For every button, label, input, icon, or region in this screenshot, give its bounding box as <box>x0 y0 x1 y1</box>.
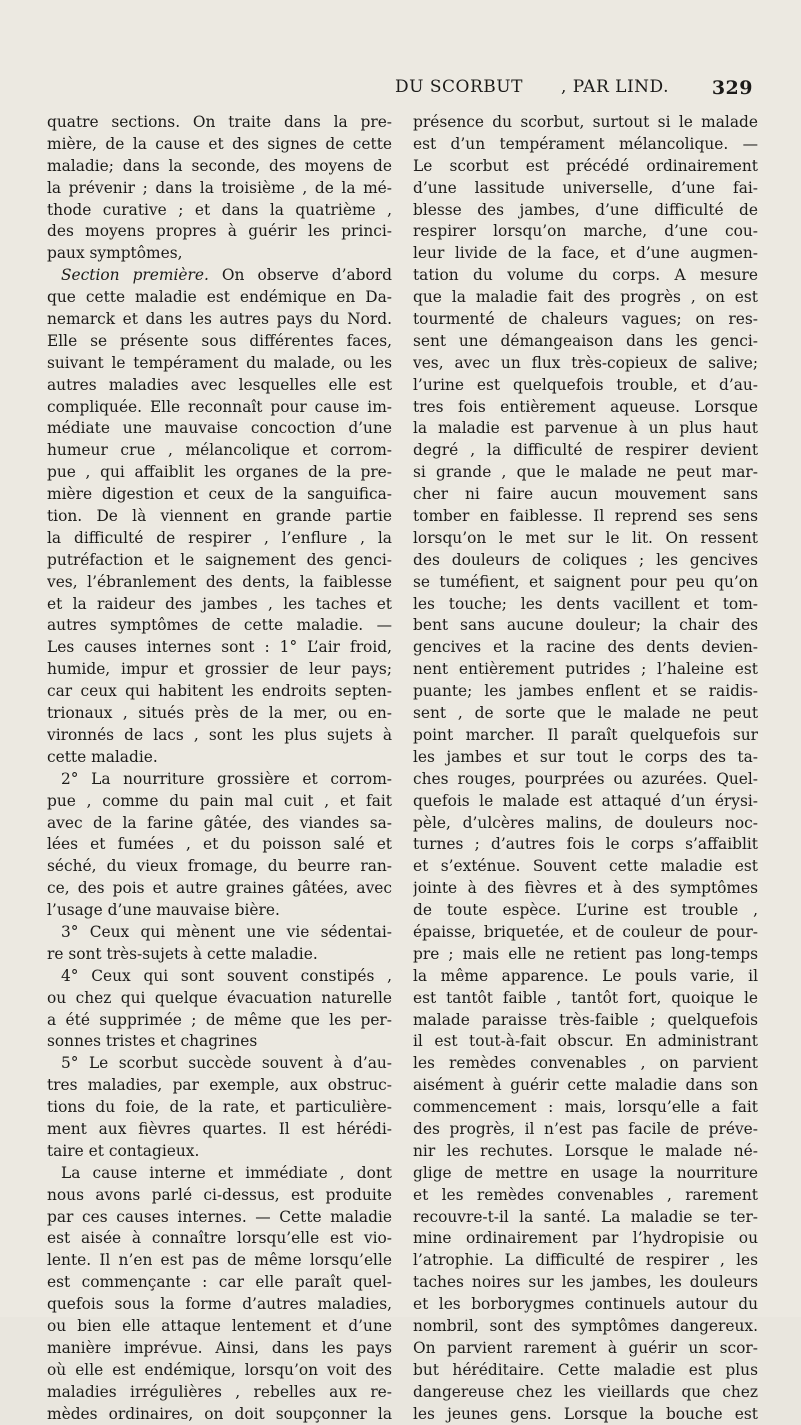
text-line: ves, l’ébranlement des dents, la faiblesse <box>47 572 392 591</box>
text-line: paux symptômes, <box>47 244 183 263</box>
text-line: malade paraisse très-faible ; quelquefois <box>413 1010 758 1029</box>
text-line: tions du foie, de la rate, et particulière- <box>47 1098 392 1117</box>
text-line: cher ni faire aucun mouvement sans <box>413 485 758 504</box>
text-line: tion. De là viennent en grande partie <box>47 507 392 526</box>
text-line: lente. Il n’en est pas de même lorsqu’elle <box>47 1251 392 1270</box>
text-line: tation du volume du corps. A mesure <box>413 266 758 285</box>
text-line: pue , comme du pain mal cuit , et fait <box>47 791 392 810</box>
text-line: l’usage d’une mauvaise bière. <box>47 901 280 920</box>
text-line: La cause interne et immédiate , dont <box>61 1163 392 1182</box>
text-line: nombril, sont des symptômes dangereux. <box>413 1316 758 1335</box>
text-line: jointe à des fièvres et à des symptômes <box>413 879 758 898</box>
text-line: nemarck et dans les autres pays du Nord. <box>47 310 392 329</box>
text-line: nous avons parlé ci-dessus, est produite <box>47 1185 392 1204</box>
text-line: maladie; dans la seconde, des moyens de <box>47 156 392 175</box>
text-line: ment aux fièvres quartes. Il est hérédi- <box>47 1119 392 1138</box>
running-head <box>395 77 755 107</box>
text-line: autres maladies avec lesquelles elle est <box>47 375 392 394</box>
text-line: 4° Ceux qui sont souvent constipés , <box>61 966 392 985</box>
text-line: la difficulté de respirer , l’enflure , la <box>47 528 392 547</box>
right-text-column <box>413 112 758 1425</box>
text-line: la prévenir ; dans la troisième , de la mé- <box>47 178 392 197</box>
text-line: point marcher. Il paraît quelquefois sur <box>413 725 758 744</box>
text-line: taire et contagieux. <box>47 1141 200 1160</box>
text-line: a été supprimée ; de même que les per- <box>47 1010 392 1029</box>
text-line: re sont très-sujets à cette maladie. <box>47 944 318 963</box>
text-line: turnes ; d’autres fois le corps s’affaiblit <box>413 835 758 854</box>
text-line: pre ; mais elle ne retient pas long-temps <box>413 944 758 963</box>
text-line: tomber en faiblesse. Il reprend ses sens <box>413 507 758 526</box>
text-line: mière, de la cause et des signes de cette <box>47 134 392 153</box>
text-line: puante; les jambes enflent et se raidis- <box>413 682 758 701</box>
text-line: ou bien elle attaque lentement et d’une <box>47 1316 392 1335</box>
text-line: pèle, d’ulcères malins, de douleurs noc- <box>413 813 758 832</box>
text-line: la maladie est parvenue à un plus haut <box>413 419 758 438</box>
text-line: présence du scorbut, surtout si le malade <box>413 113 758 131</box>
text-line: bent sans aucune douleur; la chair des <box>413 616 758 635</box>
text-line: et s’exténue. Souvent cette maladie est <box>413 857 758 876</box>
text-line: trionaux , situés près de la mer, ou en- <box>47 704 392 723</box>
text-line: quefois sous la forme d’autres maladies, <box>47 1295 392 1314</box>
text-line: sonnes tristes et chagrines <box>47 1032 258 1051</box>
text-line: et les remèdes convenables , rarement <box>413 1185 758 1204</box>
text-line: pue , qui affaiblit les organes de la pre- <box>47 463 392 482</box>
text-line: les touche; les dents vacillent et tom- <box>413 594 758 613</box>
text-line: est tantôt faible , tantôt fort, quoique le <box>413 988 758 1007</box>
text-line: nent entièrement putrides ; l’haleine est <box>413 660 758 679</box>
text-line: degré , la difficulté de respirer devient <box>413 441 758 460</box>
text-line: l’atrophie. La difficulté de respirer , les <box>413 1251 758 1270</box>
text-line: recouvre-t-il la santé. La maladie se ter- <box>413 1207 758 1226</box>
page-number: 329 <box>711 77 753 99</box>
text-line: des douleurs de coliques ; les gencives <box>413 550 758 569</box>
text-line: tres fois entièrement aqueuse. Lorsque <box>413 397 758 416</box>
text-line: que la maladie fait des progrès , on est <box>413 288 758 307</box>
text-line: On parvient rarement à guérir un scor- <box>413 1338 758 1357</box>
text-line: Les causes internes sont : 1° L’air froid, <box>47 638 392 657</box>
text-line: des progrès, il n’est pas facile de préve- <box>413 1119 758 1138</box>
text-line: respirer lorsqu’on marche, d’une cou- <box>413 222 758 241</box>
text-line: mèdes ordinaires, on doit soupçonner la <box>47 1404 392 1423</box>
text-line: est commençante : car elle paraît quel- <box>47 1273 392 1292</box>
text-line: épaisse, briquetée, et de couleur de pour- <box>413 922 758 941</box>
section-heading-label: Section première. <box>61 266 209 285</box>
left-text-column <box>47 112 392 1425</box>
text-line: maladies irrégulières , rebelles aux re- <box>47 1382 392 1401</box>
text-line: des moyens propres à guérir les princi- <box>47 222 392 241</box>
text-line: thode curative ; et dans la quatrième , <box>47 200 392 219</box>
text-line: 5° Le scorbut succède souvent à d’au- <box>61 1054 392 1073</box>
text-line: séché, du vieux fromage, du beurre ran- <box>47 857 392 876</box>
text-line: quefois le malade est attaqué d’un érysi- <box>413 791 758 810</box>
text-line: leur livide de la face, et d’une augmen- <box>413 244 758 263</box>
text-line: but héréditaire. Cette maladie est plus <box>413 1360 758 1379</box>
text-line: compliquée. Elle reconnaît pour cause im- <box>47 397 392 416</box>
text-line: ce, des pois et autre graines gâtées, avec <box>47 879 392 898</box>
text-line: d’une lassitude universelle, d’une fai- <box>413 178 758 197</box>
text-line: car ceux qui habitent les endroits septen- <box>47 682 392 701</box>
text-line: sent , de sorte que le malade ne peut <box>413 704 758 723</box>
text-line: autres symptômes de cette maladie. — <box>47 616 392 635</box>
text-line: sent une démangeaison dans les genci- <box>413 331 758 350</box>
text-line: mine ordinairement par l’hydropisie ou <box>413 1229 758 1248</box>
text-line: blesse des jambes, d’une difficulté de <box>413 200 758 219</box>
text-line: il est tout-à-fait obscur. En administrant <box>413 1032 758 1051</box>
text-line: ou chez qui quelque évacuation naturelle <box>47 988 392 1007</box>
text-line: dangereuse chez les vieillards que chez <box>413 1382 758 1401</box>
text-line: glige de mettre en usage la nourriture <box>413 1163 758 1182</box>
text-line: tres maladies, par exemple, aux obstruc- <box>47 1076 392 1095</box>
text-line: l’urine est quelquefois trouble, et d’au- <box>413 375 758 394</box>
text-line: et la raideur des jambes , les taches et <box>47 594 392 613</box>
text-line: se tuméfient, et saignent pour peu qu’on <box>413 572 758 591</box>
text-line: les jambes et sur tout le corps des ta- <box>413 747 758 766</box>
text-line: taches noires sur les jambes, les douleurs <box>413 1273 758 1292</box>
text-line: humeur crue , mélancolique et corrom- <box>47 441 392 460</box>
text-line: mière digestion et ceux de la sanguifica- <box>47 485 392 504</box>
text-line: manière imprévue. Ainsi, dans les pays <box>47 1338 392 1357</box>
running-head-title: DU SCORBUT <box>395 77 523 97</box>
text-line: la même apparence. Le pouls varie, il <box>413 966 758 985</box>
text-line: Le scorbut est précédé ordinairement <box>413 156 758 175</box>
text-line: putréfaction et le saignement des genci- <box>47 550 392 569</box>
running-head-author: , PAR LIND. <box>561 77 669 97</box>
text-line: cette maladie. <box>47 747 158 766</box>
text-line: où elle est endémique, lorsqu’on voit des <box>47 1360 392 1379</box>
text-line: nir les rechutes. Lorsque le malade né- <box>413 1141 758 1160</box>
text-line: ves, avec un flux très-copieux de salive; <box>413 353 758 372</box>
text-line: aisément à guérir cette maladie dans son <box>413 1076 758 1095</box>
text-line: vironnés de lacs , sont les plus sujets à <box>47 725 392 744</box>
text-line: et les borborygmes continuels autour du <box>413 1295 758 1314</box>
text-line: quatre sections. On traite dans la pre- <box>47 113 392 131</box>
text-line: avec de la farine gâtée, des viandes sa- <box>47 813 392 832</box>
text-line: par ces causes internes. — Cette maladie <box>47 1207 392 1226</box>
text-line: lées et fumées , et du poisson salé et <box>47 835 392 854</box>
text-line: médiate une mauvaise concoction d’une <box>47 419 392 438</box>
text-line: commencement : mais, lorsqu’elle a fait <box>413 1098 758 1117</box>
section-heading-line: Section première. On observe d’abord <box>61 266 392 285</box>
text-line: si grande , que le malade ne peut mar- <box>413 463 758 482</box>
text-line: de toute espèce. L’urine est trouble , <box>413 901 758 920</box>
text-line: Elle se présente sous différentes faces, <box>47 331 392 350</box>
text-line: 3° Ceux qui mènent une vie sédentai- <box>61 922 392 941</box>
text-line: 2° La nourriture grossière et corrom- <box>61 769 392 788</box>
text-line: les remèdes convenables , on parvient <box>413 1054 758 1073</box>
text-line: gencives et la racine des dents devien- <box>413 638 758 657</box>
text-line: tourmenté de chaleurs vagues; on res- <box>413 310 758 329</box>
text-line: suivant le tempérament du malade, ou les <box>47 353 392 372</box>
text-line: est aisée à connaître lorsqu’elle est vio- <box>47 1229 392 1248</box>
text-line: les jeunes gens. Lorsque la bouche est <box>413 1404 758 1423</box>
text-line: ches rouges, pourprées ou azurées. Quel- <box>413 769 758 788</box>
text-line: est d’un tempérament mélancolique. — <box>413 134 758 153</box>
text-line: humide, impur et grossier de leur pays; <box>47 660 392 679</box>
text-line: lorsqu’on le met sur le lit. On ressent <box>413 528 758 547</box>
text-line: que cette maladie est endémique en Da- <box>47 288 392 307</box>
